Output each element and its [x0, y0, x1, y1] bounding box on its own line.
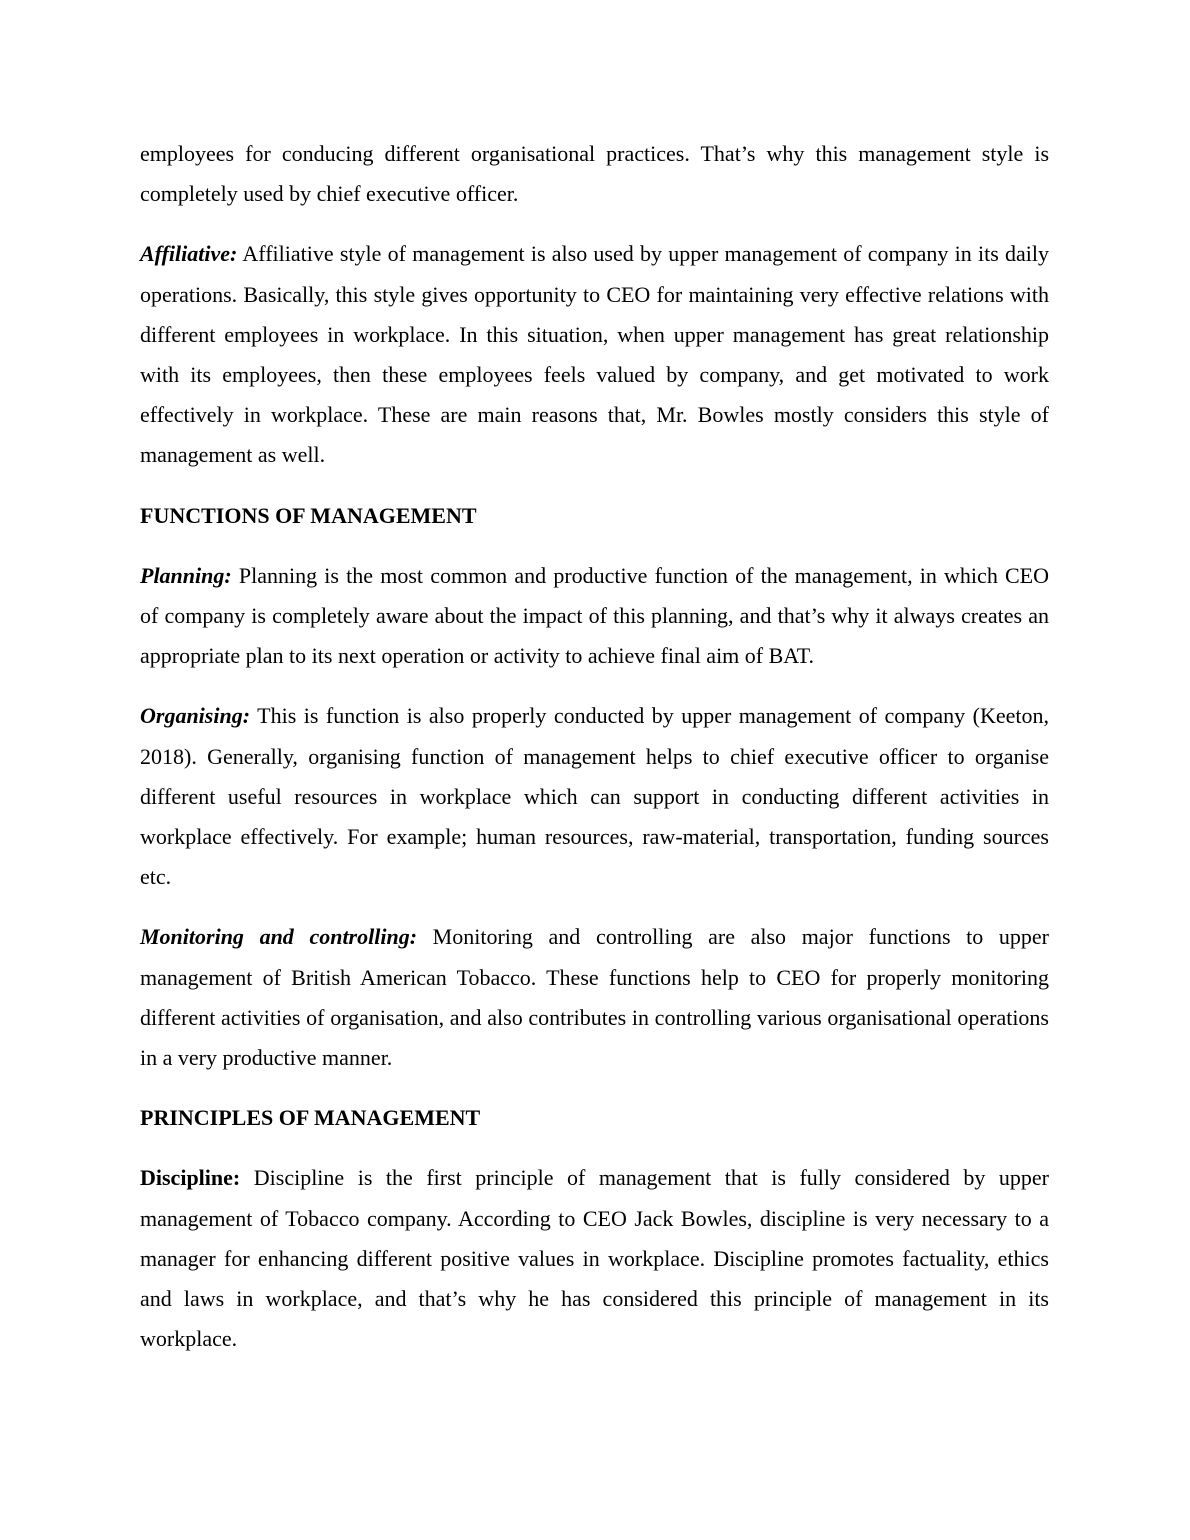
planning-paragraph — [140, 556, 1049, 677]
organising-text: This is function is also properly conducted by upper management of company (Keeton, 2018). Generally, organising function of management helps to chief executive officer to organise different useful resources in workplace which can support in conducting different activities in workplace effectively. For example; human resources, raw-material, transportation, funding sources etc. — [140, 703, 1049, 890]
intro-paragraph — [140, 134, 1049, 214]
planning-term: Planning: — [140, 562, 232, 588]
discipline-paragraph — [140, 1158, 1049, 1359]
discipline-term: Discipline: — [140, 1165, 241, 1191]
affiliative-term: Affiliative: — [140, 241, 238, 267]
intro-text: employees for conducing different organisational practices. That’s why this management style is completely used by chief executive officer. — [140, 141, 1049, 207]
document-page — [140, 134, 1049, 1379]
affiliative-paragraph — [140, 234, 1049, 475]
functions-heading: FUNCTIONS OF MANAGEMENT — [140, 502, 477, 528]
organising-term: Organising: — [140, 703, 251, 729]
planning-text: Planning is the most common and productive function of the management, in which CEO of company is completely aware about the impact of this planning, and that’s why it always creates an appropriate plan to its next operation or activity to achieve final aim of BAT. — [140, 562, 1049, 669]
affiliative-text: Affiliative style of management is also used by upper management of company in its daily operations. Basically, this style gives opportunity to CEO for maintaining very effective relations with different employees in workplace. In this situation, when upper management has great relationship with its employees, then these employees feels valued by company, and get motivated to work effectively in workplace. These are main reasons that, Mr. Bowles mostly considers this style of management as well. — [140, 241, 1049, 468]
monitoring-paragraph — [140, 917, 1049, 1078]
monitoring-term: Monitoring and controlling: — [140, 924, 418, 950]
monitoring-text: Monitoring and controlling are also major functions to upper management of British American Tobacco. These functions help to CEO for properly monitoring different activities of organisation, and also contributes in controlling various organisational operations in a very productive manner. — [140, 924, 1050, 1071]
discipline-text: Discipline is the first principle of management that is fully considered by upper management of Tobacco company. According to CEO Jack Bowles, discipline is very necessary to a manager for enhancing different positive values in workplace. Discipline promotes factuality, ethics and laws in workplace, and that’s why he has considered this principle of management in its workplace. — [140, 1165, 1049, 1352]
principles-heading: PRINCIPLES OF MANAGEMENT — [140, 1105, 481, 1131]
organising-paragraph — [140, 696, 1049, 897]
